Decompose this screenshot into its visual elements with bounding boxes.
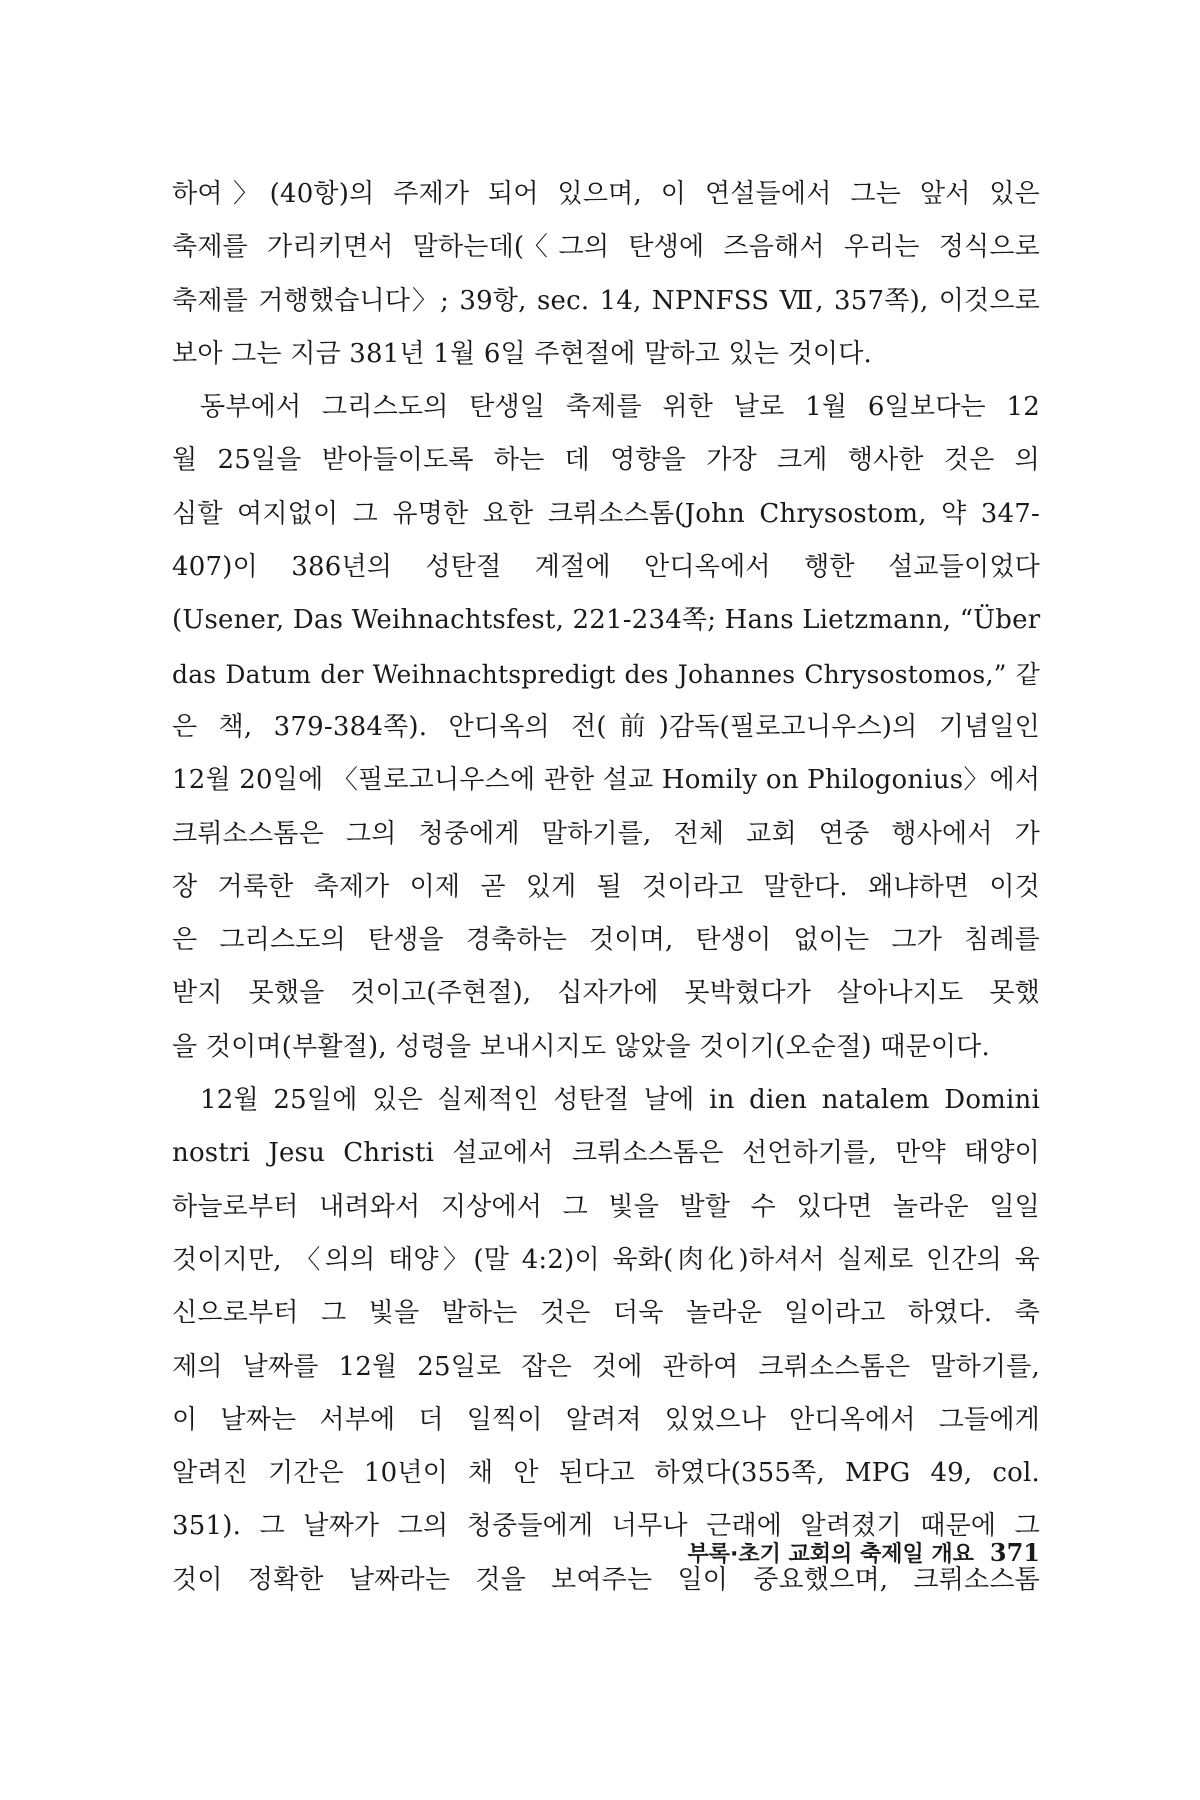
- page-number: 371: [989, 1538, 1040, 1567]
- text-line: das Datum der Weihnachtspredigt des Johannes Chrysostomos,” 같: [172, 659, 1040, 689]
- text-line: 장 거룩한 축제가 이제 곧 있게 될 것이라고 말한다. 왜냐하면 이것: [172, 871, 1040, 902]
- text-line: 크뤼소스톰은 그의 청중에게 말하기를, 전체 교회 연중 행사에서 가: [172, 818, 1040, 849]
- text-line: 351). 그 날짜가 그의 청중들에게 너무나 근래에 알려졌기 때문에 그: [172, 1511, 1040, 1542]
- text-line: 알려진 기간은 10년이 채 안 된다고 하였다(355쪽, MPG 49, col.: [172, 1458, 1040, 1489]
- text-line: 동부에서 그리스도의 탄생일 축제를 위한 날로 1월 6일보다는 12: [200, 392, 1040, 423]
- text-line: 을 것이며(부활절), 성령을 보내시지도 않았을 것이기(오순절) 때문이다.: [172, 1031, 990, 1062]
- text-line: 이 날짜는 서부에 더 일찍이 알려져 있었으나 안디옥에서 그들에게: [172, 1404, 1040, 1435]
- text-line: 보아 그는 지금 381년 1월 6일 주현절에 말하고 있는 것이다.: [172, 338, 872, 369]
- running-head: 부록·초기 교회의 축제일 개요: [687, 1542, 974, 1567]
- text-line: 하여〉(40항)의 주제가 되어 있으며, 이 연설들에서 그는 앞서 있은: [172, 179, 1040, 209]
- text-line: 은 책, 379-384쪽). 안디옥의 전(前)감독(필로고니우스)의 기념일인: [172, 711, 1040, 742]
- text-line: 축제를 가리키면서 말하는데(〈그의 탄생에 즈음해서 우리는 정식으로: [172, 232, 1040, 263]
- page-footer: [640, 1533, 1040, 1573]
- text-line: 은 그리스도의 탄생을 경축하는 것이며, 탄생이 없이는 그가 침례를: [172, 925, 1040, 956]
- text-line: 하늘로부터 내려와서 지상에서 그 빛을 발할 수 있다면 놀라운 일일: [172, 1191, 1040, 1222]
- text-line: 제의 날짜를 12월 25일로 잡은 것에 관하여 크뤼소스톰은 말하기를,: [172, 1351, 1040, 1382]
- body-text: [172, 168, 1040, 1607]
- text-line: 받지 못했을 것이고(주현절), 십자가에 못박혔다가 살아나지도 못했: [172, 978, 1040, 1009]
- text-line: 축제를 거행했습니다〉; 39항, sec. 14, NPNFSS Ⅶ, 357쪽), 이것으로: [172, 285, 1040, 316]
- text-line: 12월 20일에 〈필로고니우스에 관한 설교 Homily on Philogonius〉에서: [172, 765, 1041, 796]
- text-line: 월 25일을 받아들이도록 하는 데 영향을 가장 크게 행사한 것은 의: [172, 445, 1040, 476]
- text-line: 것이 정확한 날짜라는 것을 보여주는 일이 중요했으며, 크뤼소스톰: [172, 1564, 1040, 1595]
- text-line: 것이지만, 〈의의 태양〉(말 4:2)이 육화(肉化)하셔서 실제로 인간의 육: [172, 1244, 1040, 1275]
- text-line: 심할 여지없이 그 유명한 요한 크뤼소스톰(John Chrysostom, 약 347-: [172, 498, 1040, 529]
- text-line: 신으로부터 그 빛을 발하는 것은 더욱 놀라운 일이라고 하였다. 축: [172, 1298, 1040, 1329]
- text-line: (Usener, Das Weihnachtsfest, 221-234쪽; Hans Lietzmann, “Über: [172, 605, 1041, 636]
- text-line: nostri Jesu Christi 설교에서 크뤼소스톰은 선언하기를, 만약 태양이: [172, 1138, 1040, 1169]
- text-line: 12월 25일에 있은 실제적인 성탄절 날에 in dien natalem Domini: [200, 1085, 1040, 1116]
- text-line: 407)이 386년의 성탄절 계절에 안디옥에서 행한 설교들이었다: [172, 552, 1040, 583]
